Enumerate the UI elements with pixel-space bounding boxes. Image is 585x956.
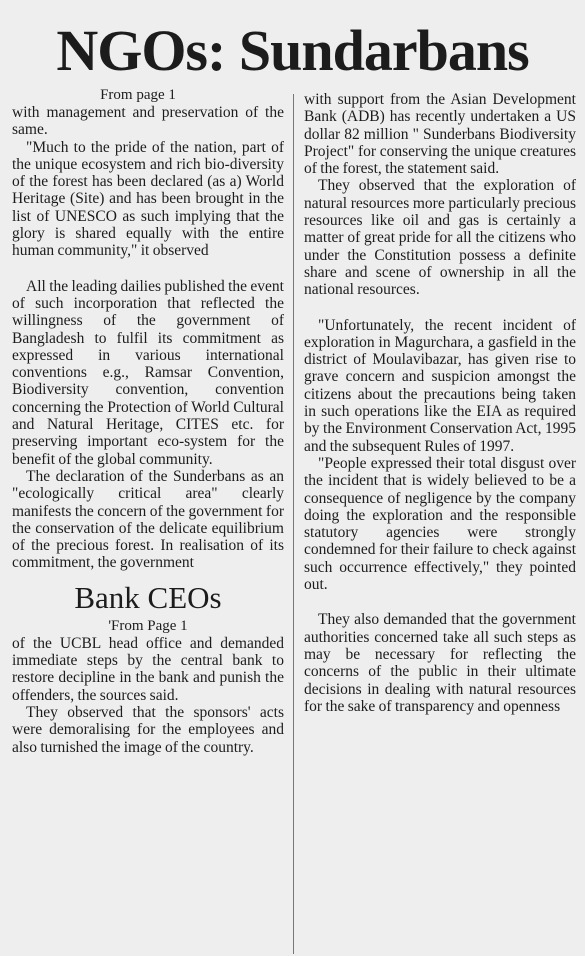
column-divider	[293, 94, 294, 954]
paragraph: "People expressed their total disgust over the incident that is widely believed to be a consequence of negligence by the company doing the exploration and the responsible statutory agencies were strongly condemned for their failure to check against such occurrence effectively," they pointed out.	[304, 454, 576, 594]
jump-line: 'From Page 1	[108, 617, 188, 634]
paragraph: of the UCBL head office and demanded immediate steps by the central bank to restore decipline in the bank and punish the offenders, the sources said.	[12, 634, 284, 704]
paragraph: The declaration of the Sunderbans as an "ecologically critical area" clearly manifests the concern of the government for the conservation of the delicate equilibrium of the precious forest. In realisation of its commitment, the government	[12, 467, 284, 572]
left-column	[12, 87, 284, 952]
paragraph: with management and preservation of the same.	[12, 104, 284, 139]
jump-line: From page 1	[100, 87, 176, 103]
headline: NGOs: Sundarbans	[56, 18, 529, 83]
right-column	[304, 91, 576, 956]
paragraph: "Unfortunately, the recent incident of exploration in Magurchara, a gasfield in the district of Moulavibazar, has given rise to grave concern and suspicion amongst the citizens about the precautions being taken in such operations like the EIA as required by the Environment Conservation Act, 1995 and the subsequent Rules of 1997.	[304, 316, 576, 455]
paragraph: They also demanded that the government authorities concerned take all such steps as may be necessary for reflecting the concerns of the public in their ultimate decisions in dealing with natural resources for the sake of transparency and openness	[304, 611, 576, 715]
subheadline: Bank CEOs	[74, 579, 222, 615]
paragraph: with support from the Asian Development Bank (ADB) has recently undertaken a US dollar 82 million " Sunderbans Biodiversity Project" for conserving the unique creatures of the forest, the statement said.	[304, 91, 576, 178]
paragraph: They observed that the exploration of natural resources more particularly precious resources like oil and gas is certainly a matter of great pride for all the citizens who under the Constitution possess a definite share and scene of ownership in all the national resources.	[304, 177, 576, 299]
paragraph: All the leading dailies published the event of such incorporation that reflected the willingness of the government of Bangladesh to fulfil its commitment as expressed in various international conventions e.g., Ramsar Convention, Biodiversity convention, convention concerning the Protection of World Cultural and Natural Heritage, CITES etc. for preserving important eco-system for the benefit of the global community.	[12, 277, 284, 468]
paragraph: "Much to the pride of the nation, part of the unique ecosystem and rich bio-diversity of the forest has been declared (as a) World Heritage (Site) and has been brought in the list of UNESCO as such implying that the glory is shared equally with the entire human community," it observed	[12, 138, 284, 260]
paragraph: They observed that the sponsors' acts were demoralising for the employees and also turnished the image of the country.	[12, 703, 284, 756]
